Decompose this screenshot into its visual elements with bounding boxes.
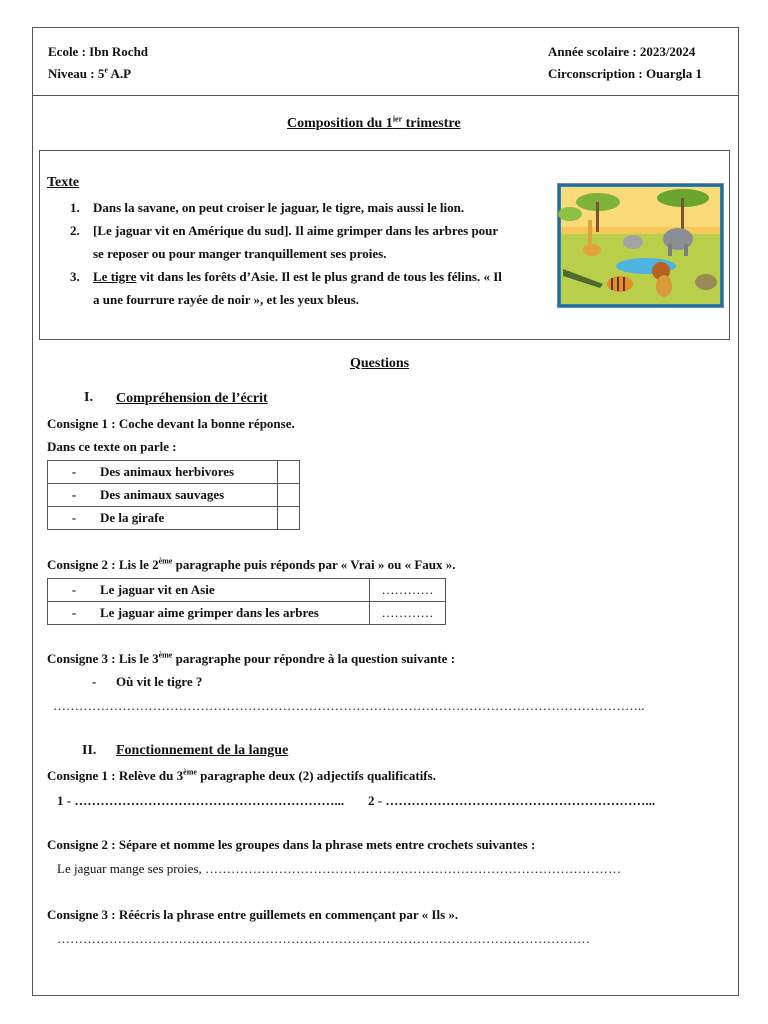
consigne-3-instruction: Consigne 3 : Lis le 3ème paragraphe pour répondre à la question suivante : (47, 650, 456, 666)
table-row (48, 484, 300, 507)
consigne-1-instruction: Consigne 1 : Coche devant la bonne réponse. (47, 416, 295, 431)
consigne-3-grammar-instruction: Consigne 3 : Réécris la phrase entre guillemets en commençant par « Ils ». (47, 907, 459, 922)
option-label: De la girafe (100, 510, 165, 525)
answer-line[interactable]: ……………………………………………………………………………………………………………………….. (53, 698, 645, 713)
list-dash: - (71, 582, 77, 597)
adjective-answer-2[interactable]: 2 - ……………………………………………………... (368, 793, 656, 808)
consigne-1-prompt: Dans ce texte on parle : (47, 439, 177, 454)
table-row (48, 579, 446, 602)
table-row (48, 461, 300, 484)
answer-cell[interactable]: ………… (370, 602, 446, 625)
savanna-animals-illustration (557, 183, 724, 308)
questions-title: Questions (350, 356, 410, 371)
consigne-2-table (47, 578, 446, 625)
consigne-1-grammar-instruction: Consigne 1 : Relève du 3ème paragraphe deux (2) adjectifs qualificatifs. (47, 767, 436, 783)
district: Circonscription : Ouargla 1 (548, 66, 702, 81)
checkbox-cell[interactable] (278, 507, 300, 530)
header-divider (32, 95, 738, 96)
consigne-1-options-table (47, 460, 300, 530)
option-label: Des animaux sauvages (100, 487, 225, 502)
section-2-number: II. (82, 743, 97, 758)
checkbox-cell[interactable] (278, 461, 300, 484)
consigne-2-instruction: Consigne 2 : Lis le 2ème paragraphe puis réponds par « Vrai » ou « Faux ». (47, 556, 456, 572)
school-year: Année scolaire : 2023/2024 (548, 44, 696, 59)
paragraph-2-line-1: [Le jaguar vit en Amérique du sud]. Il aime grimper dans les arbres pour (93, 223, 499, 238)
question-where-tiger: Où vit le tigre ? (116, 674, 203, 689)
page-title: Composition du $1^{ier}$ trimestre (287, 114, 461, 131)
paragraph-1: Dans la savane, on peut croiser le jaguar, le tigre, mais aussi le lion. (93, 200, 465, 215)
paragraph-2-number: 2. (70, 223, 80, 238)
checkbox-cell[interactable] (278, 484, 300, 507)
table-row (48, 507, 300, 530)
statement-label: Le jaguar aime grimper dans les arbres (100, 605, 319, 620)
answer-cell[interactable]: ………… (370, 579, 446, 602)
rewrite-answer-line[interactable]: …………………………………………………………………………………………………………… (57, 931, 590, 946)
paragraph-3-line-2: a une fourrure rayée de noir », et les yeux bleus. (93, 292, 359, 307)
list-dash: - (71, 464, 77, 479)
table-row (48, 602, 446, 625)
sentence-answer-line[interactable]: Le jaguar mange ses proies, …………………………………………………………………………………… (57, 861, 622, 876)
text-heading: Texte (47, 175, 80, 190)
option-label: Des animaux herbivores (100, 464, 235, 479)
section-1-number: I. (84, 390, 93, 405)
consigne-2-grammar-instruction: Consigne 2 : Sépare et nomme les groupes dans la phrase mets entre crochets suivantes : (47, 837, 536, 852)
list-dash: - (71, 487, 77, 502)
paragraph-1-number: 1. (70, 200, 80, 215)
statement-label: Le jaguar vit en Asie (100, 582, 215, 597)
section-2-title: Fonctionnement de la langue (116, 743, 289, 758)
paragraph-2-line-2: se reposer ou pour manger tranquillement ses proies. (93, 246, 387, 261)
question-dash: - (92, 674, 97, 689)
list-dash: - (71, 605, 77, 620)
list-dash: - (71, 510, 77, 525)
school-name: Ecole : Ibn Rochd (48, 44, 149, 59)
level: Niveau : 5e A.P (48, 65, 132, 81)
section-1-title: Compréhension de l’écrit (116, 391, 268, 406)
adjective-answer-1[interactable]: 1 - ……………………………………………………... (57, 793, 345, 808)
paragraph-3-number: 3. (70, 269, 80, 284)
paragraph-3-line-1: Le tigre vit dans les forêts d’Asie. Il est le plus grand de tous les félins. « Il (93, 269, 502, 284)
